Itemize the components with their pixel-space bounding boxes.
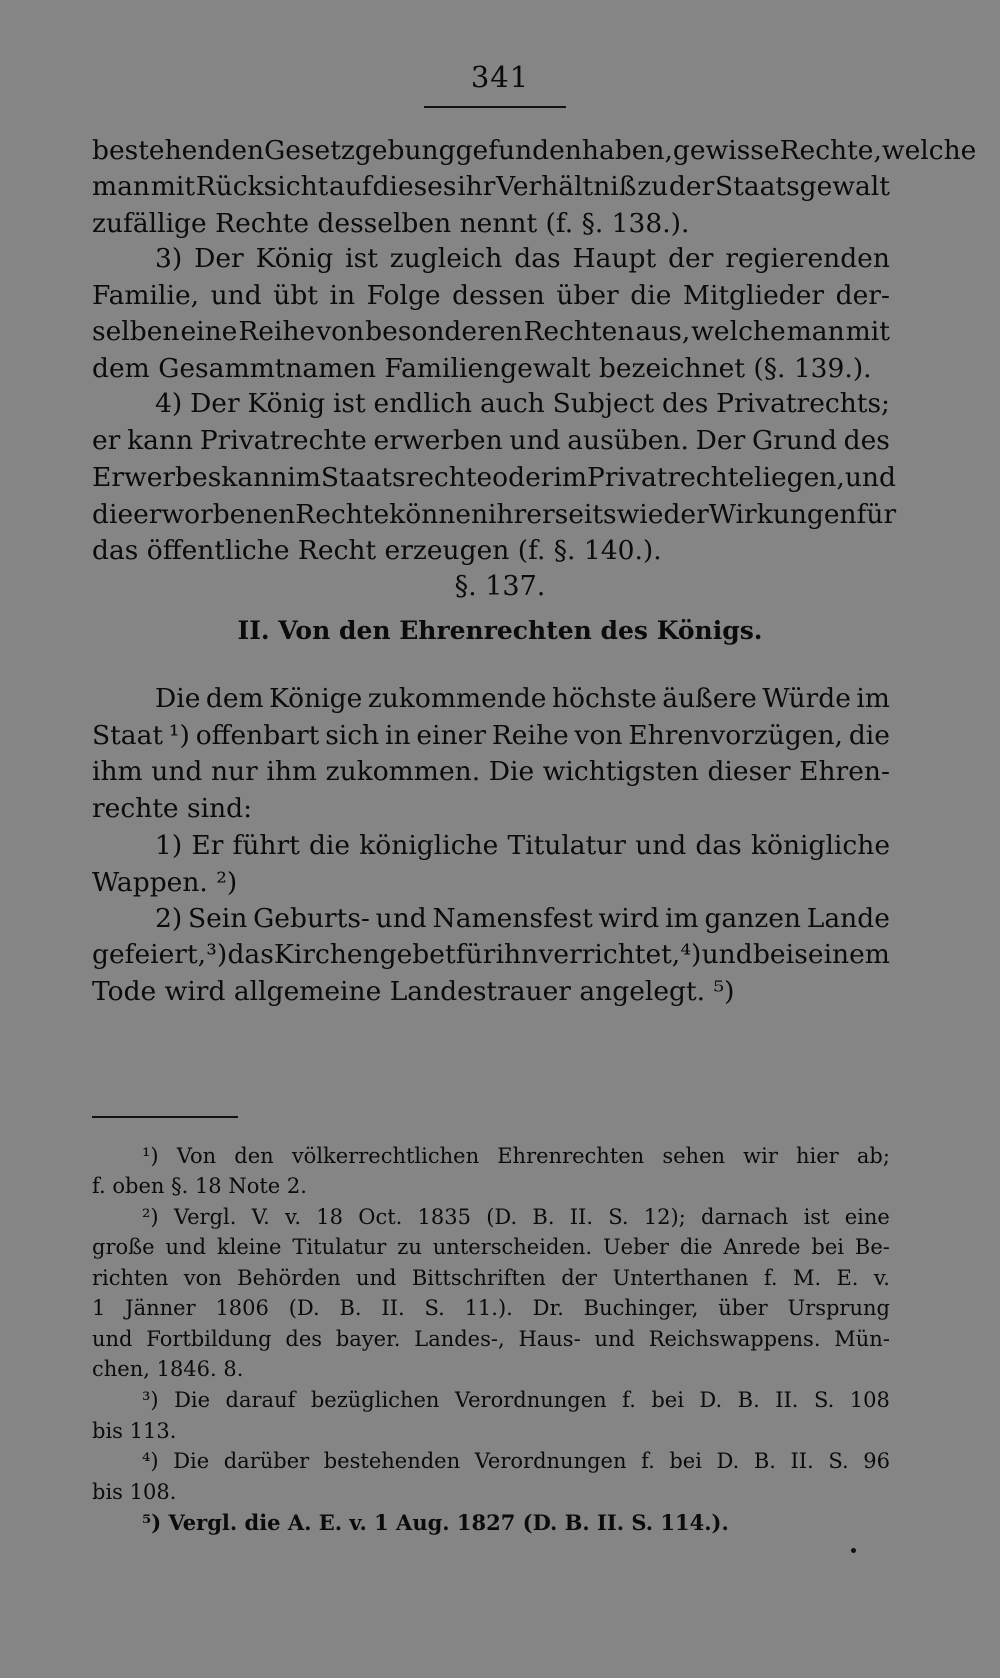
footnote-line: bis 113. [92, 1419, 177, 1443]
footnote-line: ³) Die darauf bezüglichen Verordnungen f. bei D. B. II. S. 108 [142, 1388, 890, 1412]
page-number: 341 [470, 60, 530, 94]
text-line: 3) Der König ist zugleich das Haupt der regierenden [155, 243, 890, 274]
footnote-line: f. oben §. 18 Note 2. [92, 1174, 307, 1198]
text-line: rechte sind: [92, 793, 253, 824]
footnote-line: richten von Behörden und Bittschriften der Unterthanen f. M. E. v. [92, 1266, 890, 1290]
footnote-line: große und kleine Titulatur zu unterscheiden. Ueber die Anrede bei Be- [92, 1235, 890, 1259]
text-line: das öffentliche Recht erzeugen (f. §. 140.). [92, 535, 662, 566]
footnote-rule [92, 1116, 238, 1118]
text-line: Erwerbes kann im Staatsrechte oder im Privatrechte liegen, und [92, 462, 896, 493]
text-line: 1) Er führt die königliche Titulatur und das königliche [155, 830, 890, 861]
text-line: Die dem Könige zukommende höchste äußere Würde im [155, 683, 890, 714]
footnote-line: chen, 1846. 8. [92, 1357, 244, 1381]
text-line: zufällige Rechte desselben nennt (f. §. 138.). [92, 208, 690, 239]
header-rule [424, 106, 566, 108]
footnote-line: ²) Vergl. V. v. 18 Oct. 1835 (D. B. II. S. 12); darnach ist eine [142, 1205, 890, 1229]
text-line: gefeiert, ³) das Kirchengebet für ihn verrichtet, ⁴) und bei seinem [92, 939, 890, 970]
footnote-line: ¹) Von den völkerrechtlichen Ehrenrechten sehen wir hier ab; [142, 1144, 890, 1168]
text-line: er kann Privatrechte erwerben und ausüben. Der Grund des [92, 425, 890, 456]
text-line: 2) Sein Geburts- und Namensfest wird im ganzen Lande [155, 903, 890, 934]
text-line: man mit Rücksicht auf dieses ihr Verhältniß zu der Staatsgewalt [92, 171, 890, 202]
section-title: II. Von den Ehrenrechten des Königs. [237, 616, 763, 645]
footnote-line: ⁴) Die darüber bestehenden Verordnungen f. bei D. B. II. S. 96 [142, 1449, 890, 1473]
text-line: bestehenden Gesetzgebung gefunden haben, gewisse Rechte, welche [92, 135, 977, 166]
footnote-line: ⁵) Vergl. die A. E. v. 1 Aug. 1827 (D. B. II. S. 114.). [142, 1510, 729, 1535]
section-number: §. 137. [454, 571, 546, 602]
text-line: die erworbenen Rechte können ihrerseits wieder Wirkungen für [92, 499, 897, 530]
text-line: selben eine Reihe von besonderen Rechten aus, welche man mit [92, 316, 890, 347]
text-line: Wappen. ²) [92, 867, 238, 898]
footnote-line: bis 108. [92, 1480, 177, 1504]
text-line: 4) Der König ist endlich auch Subject des Privatrechts; [155, 388, 890, 419]
text-line: ihm und nur ihm zukommen. Die wichtigsten dieser Ehren- [92, 756, 890, 787]
footnote-line: 1 Jänner 1806 (D. B. II. S. 11.). Dr. Buchinger, über Ursprung [92, 1296, 890, 1320]
ink-dot [851, 1548, 856, 1553]
text-line: Staat ¹) offenbart sich in einer Reihe von Ehrenvorzügen, die [92, 720, 890, 751]
footnote-line: und Fortbildung des bayer. Landes-, Haus- und Reichswappens. Mün- [92, 1327, 890, 1351]
text-line: Tode wird allgemeine Landestrauer angelegt. ⁵) [92, 976, 735, 1007]
text-line: dem Gesammtnamen Familiengewalt bezeichnet (§. 139.). [92, 353, 872, 384]
text-line: Familie, und übt in Folge dessen über die Mitglieder der- [92, 280, 890, 311]
